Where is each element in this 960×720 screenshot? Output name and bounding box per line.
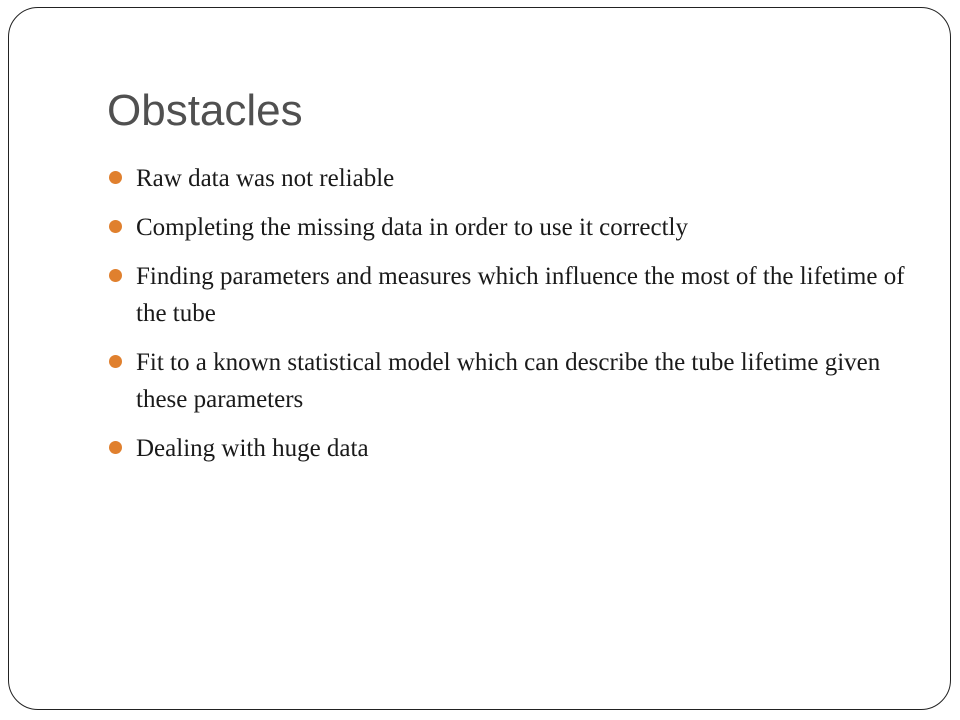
bullet-item [107, 258, 907, 332]
bullet-item [107, 209, 907, 246]
bullet-text: Fit to a known statistical model which can describe the tube lifetime given these parameters [136, 349, 881, 413]
bullet-dot-icon [109, 355, 122, 368]
bullet-item [107, 344, 907, 418]
slide-title: Obstacles [107, 86, 303, 135]
bullet-text: Finding parameters and measures which influence the most of the lifetime of the tube [136, 263, 905, 327]
bullet-dot-icon [109, 441, 122, 454]
bullet-text: Raw data was not reliable [136, 165, 395, 192]
bullet-text: Dealing with huge data [136, 435, 369, 462]
bullet-list [107, 160, 907, 479]
bullet-item [107, 430, 907, 467]
bullet-text: Completing the missing data in order to use it correctly [136, 214, 688, 241]
bullet-dot-icon [109, 269, 122, 282]
bullet-item [107, 160, 907, 197]
bullet-dot-icon [109, 220, 122, 233]
bullet-dot-icon [109, 171, 122, 184]
